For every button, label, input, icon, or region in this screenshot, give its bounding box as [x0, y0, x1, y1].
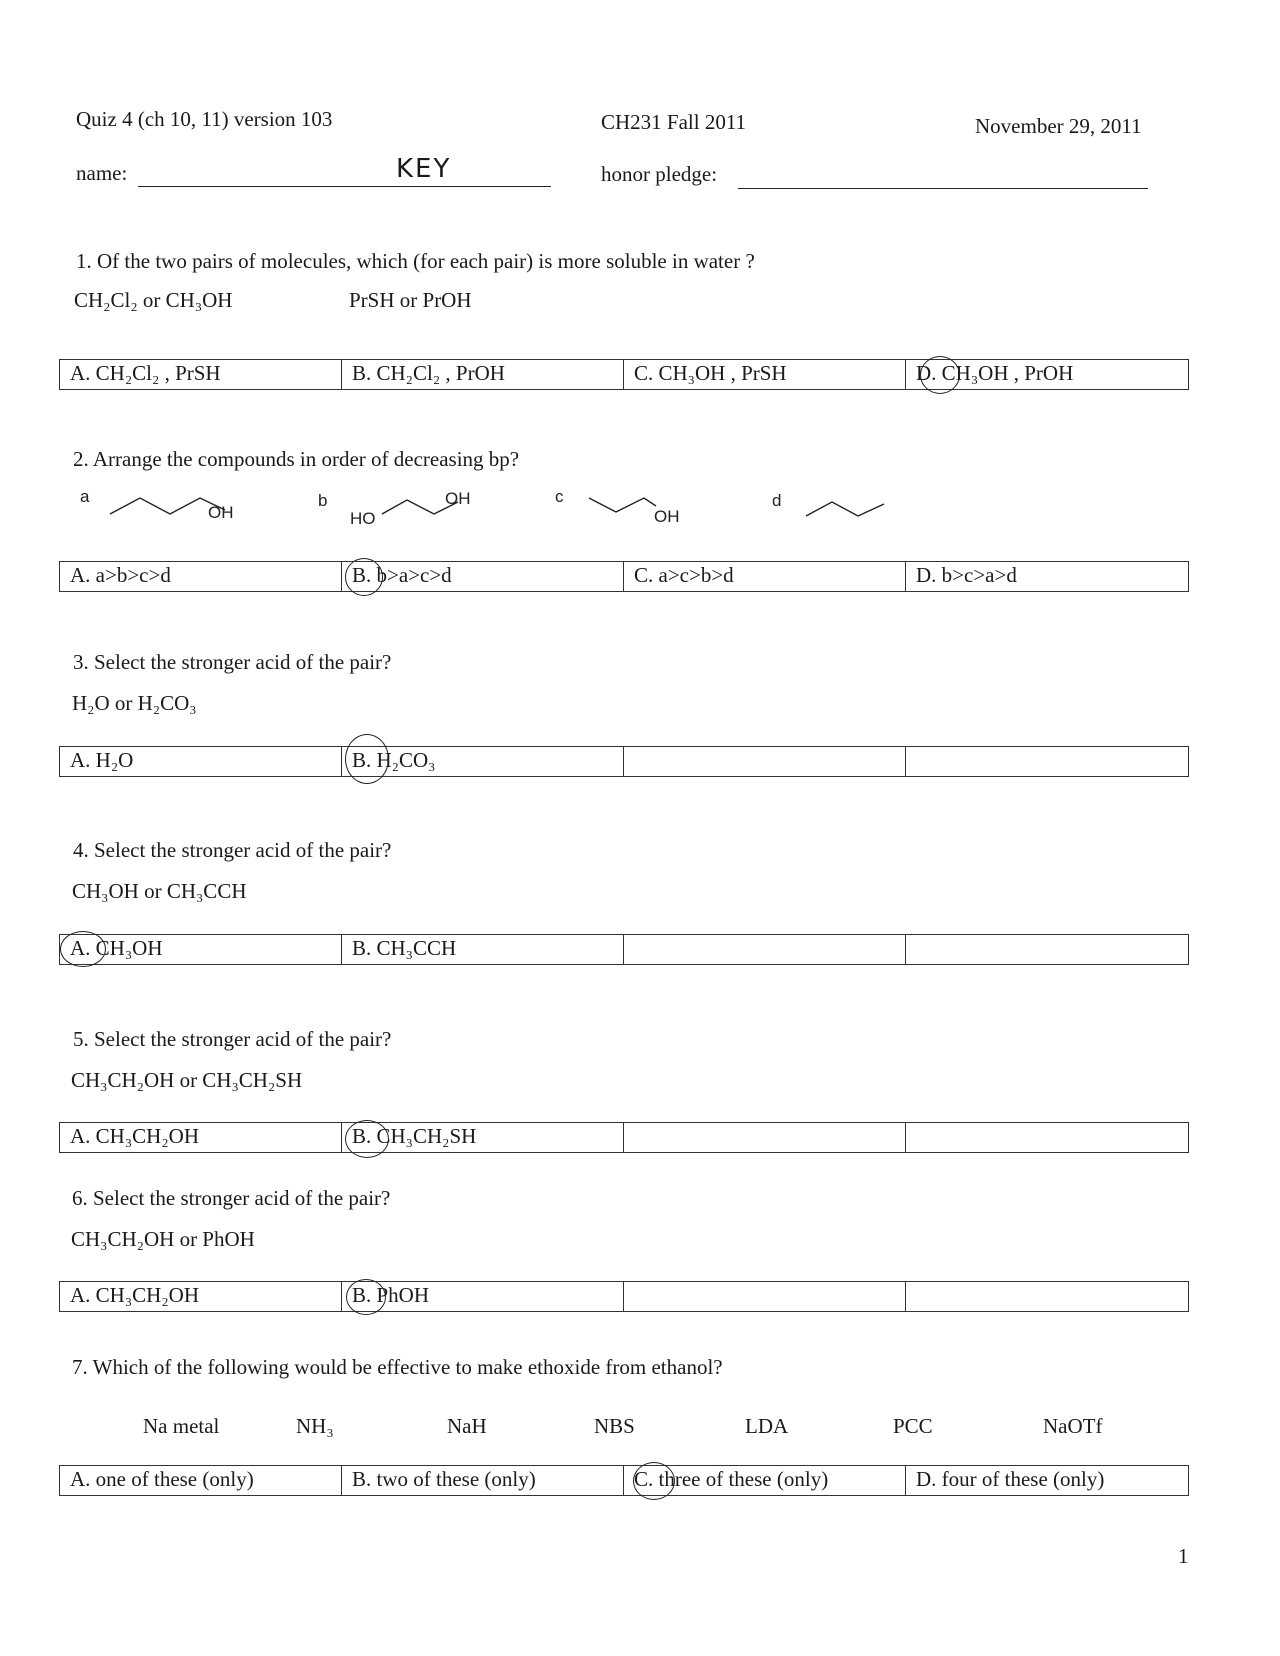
q1-option-b[interactable]: B. CH₂Cl₂ , PrOH — [342, 360, 624, 389]
q2-group-a: OH — [208, 503, 234, 522]
name-label: name: — [76, 161, 128, 185]
q2-option-c[interactable]: C. a>c>b>d — [624, 562, 906, 591]
q2-options-row — [59, 561, 1189, 592]
q3-option-c[interactable] — [624, 747, 906, 776]
q7-option-a[interactable]: A. one of these (only) — [60, 1466, 342, 1495]
q2-group-c: OH — [654, 507, 680, 526]
q5-option-c[interactable] — [624, 1123, 906, 1152]
q1-answer-circle — [920, 356, 960, 394]
q2-structure-d — [806, 502, 884, 516]
q5-answer-circle — [345, 1120, 389, 1158]
q4-option-b[interactable]: B. CH₃CCH — [342, 935, 624, 964]
q2-text: 2. Arrange the compounds in order of decreasing bp? — [73, 447, 520, 471]
q5-options-row — [59, 1122, 1189, 1153]
q4-text: 4. Select the stronger acid of the pair? — [73, 838, 392, 862]
q1-option-a[interactable]: A. CH₂Cl₂ , PrSH — [60, 360, 342, 389]
q1-pair-2: PrSH or PrOH — [349, 288, 472, 312]
q3-options-row — [59, 746, 1189, 777]
q7-reagent-na-metal: Na metal — [143, 1414, 220, 1438]
q4-answer-circle — [60, 931, 106, 967]
name-value: KEY — [396, 154, 452, 184]
name-line[interactable] — [138, 186, 551, 187]
q3-answer-circle — [345, 734, 389, 784]
quiz-title: Quiz 4 (ch 10, 11) version 103 — [76, 107, 333, 131]
pledge-label: honor pledge: — [601, 162, 718, 186]
q4-options-row — [59, 934, 1189, 965]
q7-reagent-nah: NaH — [447, 1414, 487, 1438]
q2-structure-c — [589, 498, 656, 512]
q5-option-a[interactable]: A. CH₃CH₂OH — [60, 1123, 342, 1152]
q5-pair: CH₃CH₂OH or CH₃CH₂SH — [71, 1068, 303, 1092]
q6-options-row — [59, 1281, 1189, 1312]
quiz-date: November 29, 2011 — [975, 114, 1142, 138]
q3-text: 3. Select the stronger acid of the pair? — [73, 650, 392, 674]
q2-label-c: c — [555, 487, 564, 506]
q2-label-b: b — [318, 491, 328, 510]
q7-reagent-lda: LDA — [745, 1414, 789, 1438]
q3-pair: H₂O or H₂CO₃ — [72, 691, 197, 715]
page-number: 1 — [1178, 1544, 1189, 1568]
q1-option-c[interactable]: C. CH₃OH , PrSH — [624, 360, 906, 389]
q6-answer-circle — [346, 1279, 386, 1315]
q6-option-c[interactable] — [624, 1282, 906, 1311]
q7-reagent-nbs: NBS — [594, 1414, 635, 1438]
q3-option-b[interactable]: B. H₂CO₃ — [342, 747, 624, 776]
q2-group-b-right: OH — [445, 489, 471, 508]
q6-option-b[interactable]: B. PhOH — [342, 1282, 624, 1311]
q5-text: 5. Select the stronger acid of the pair? — [73, 1027, 392, 1051]
q7-options-row — [59, 1465, 1189, 1496]
q5-option-b[interactable]: B. CH₃CH₂SH — [342, 1123, 624, 1152]
q2-group-b-left: HO — [350, 509, 376, 528]
q7-option-d[interactable]: D. four of these (only) — [916, 1467, 1105, 1491]
q6-option-d[interactable] — [906, 1282, 1188, 1311]
q6-pair: CH₃CH₂OH or PhOH — [71, 1227, 255, 1251]
q1-pair-1: CH₂Cl₂ or CH₃OH — [74, 288, 233, 312]
pledge-line[interactable] — [738, 188, 1148, 189]
q7-reagent-nh3: NH₃ — [296, 1414, 334, 1438]
q4-option-d[interactable] — [906, 935, 1188, 964]
q2-answer-circle — [345, 558, 383, 596]
q2-label-a: a — [80, 487, 90, 506]
q7-text: 7. Which of the following would be effective to make ethoxide from ethanol? — [72, 1355, 723, 1379]
q3-option-d[interactable] — [906, 747, 1188, 776]
q7-reagent-pcc: PCC — [893, 1414, 933, 1438]
q2-structures — [70, 484, 890, 534]
q7-reagent-naotf: NaOTf — [1043, 1414, 1103, 1438]
q2-option-d[interactable]: D. b>c>a>d — [916, 563, 1017, 587]
q7-option-b[interactable]: B. two of these (only) — [342, 1466, 624, 1495]
q4-option-a[interactable]: A. CH₃OH — [60, 935, 342, 964]
q7-answer-circle — [633, 1462, 675, 1500]
q4-pair: CH₃OH or CH₃CCH — [72, 879, 247, 903]
q3-option-a[interactable]: A. H₂O — [60, 747, 342, 776]
q2-option-a[interactable]: A. a>b>c>d — [60, 562, 342, 591]
course-label: CH231 Fall 2011 — [601, 110, 747, 134]
q7-option-c[interactable]: C. three of these (only) — [624, 1466, 906, 1495]
q5-option-d[interactable] — [906, 1123, 1188, 1152]
q6-text: 6. Select the stronger acid of the pair? — [72, 1186, 391, 1210]
q2-option-b[interactable]: B. b>a>c>d — [342, 562, 624, 591]
q2-label-d: d — [772, 491, 782, 510]
q1-option-d[interactable]: D. CH₃OH , PrOH — [916, 361, 1074, 385]
q1-text: 1. Of the two pairs of molecules, which (for each pair) is more soluble in water ? — [76, 249, 755, 273]
q1-options-row — [59, 359, 1189, 390]
q4-option-c[interactable] — [624, 935, 906, 964]
q6-option-a[interactable]: A. CH₃CH₂OH — [60, 1282, 342, 1311]
